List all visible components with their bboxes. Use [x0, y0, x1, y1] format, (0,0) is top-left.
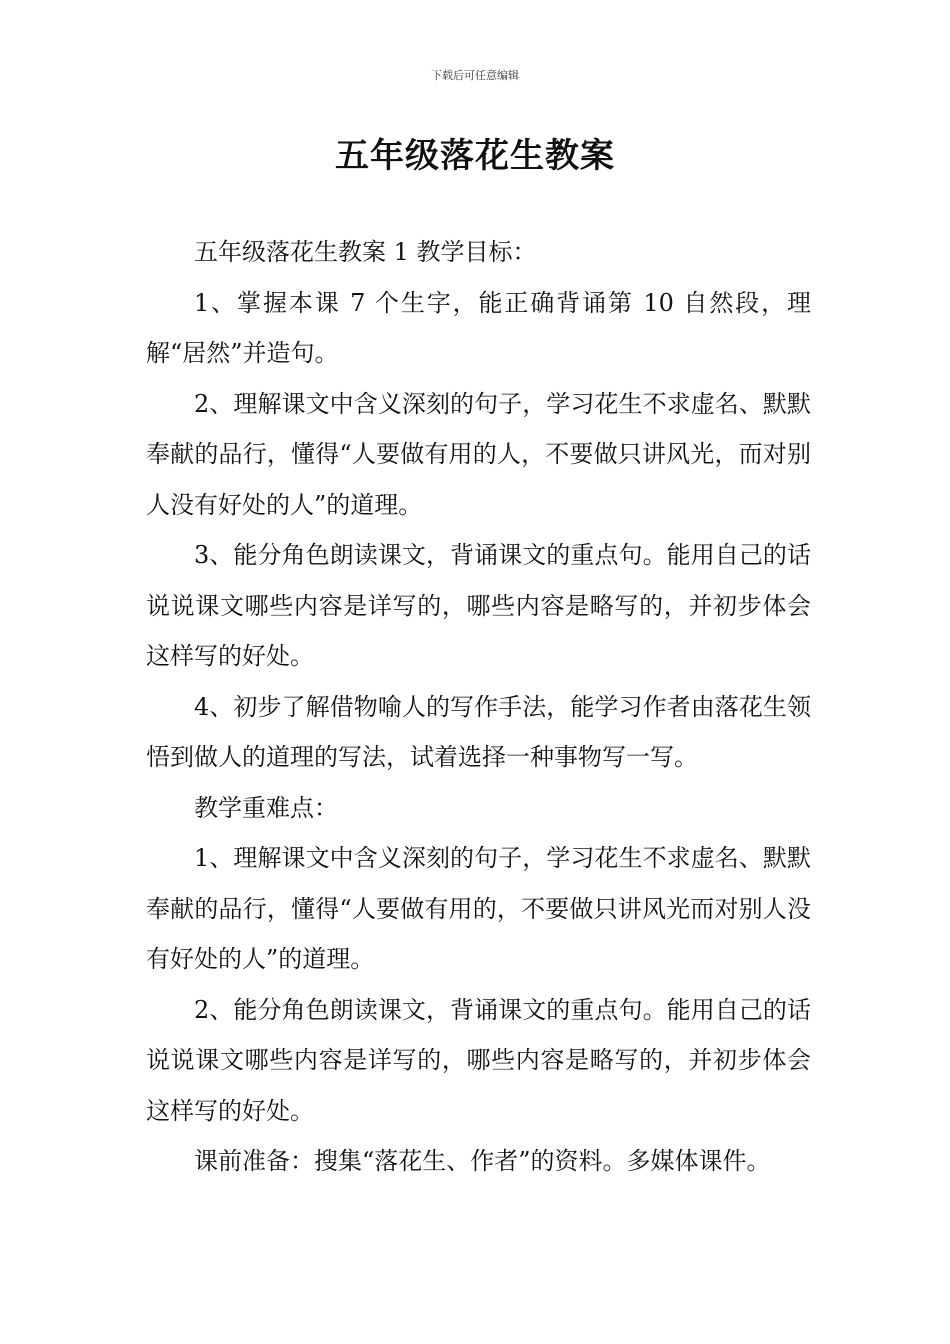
paragraph-objective-4: 4、初步了解借物喻人的写作手法，能学习作者由落花生领悟到做人的道理的写法，试着选择一种事物写一写。	[146, 692, 811, 771]
paragraph-key-point-1: 1、理解课文中含义深刻的句子，学习花生不求虚名、默默奉献的品行，懂得“人要做有用的，不要做只讲风光而对别人没有好处的人”的道理。	[146, 844, 811, 973]
document-title: 五年级落花生教案	[335, 136, 615, 176]
paragraph-intro-objectives: 五年级落花生教案 1 教学目标：	[194, 238, 537, 266]
paragraph-preparation: 课前准备：搜集“落花生、作者”的资料。多媒体课件。	[194, 1147, 771, 1175]
paragraph-key-point-2: 2、能分角色朗读课文，背诵课文的重点句。能用自己的话说说课文哪些内容是详写的，哪些内容是略写的，并初步体会这样写的好处。	[146, 995, 811, 1125]
paragraph-objective-2: 2、理解课文中含义深刻的句子，学习花生不求虚名、默默奉献的品行，懂得“人要做有用的人，不要做只讲风光，而对别人没有好处的人”的道理。	[146, 389, 811, 519]
paragraph-objective-3: 3、能分角色朗读课文，背诵课文的重点句。能用自己的话说说课文哪些内容是详写的，哪些内容是略写的，并初步体会这样写的好处。	[146, 541, 811, 670]
paragraph-objective-1: 1、掌握本课 7 个生字，能正确背诵第 10 自然段，理解“居然”并造句。	[146, 288, 811, 367]
header-note: 下载后可任意编辑	[431, 69, 519, 82]
document-body	[146, 227, 811, 1187]
paragraph-key-points-heading: 教学重难点：	[194, 793, 338, 822]
